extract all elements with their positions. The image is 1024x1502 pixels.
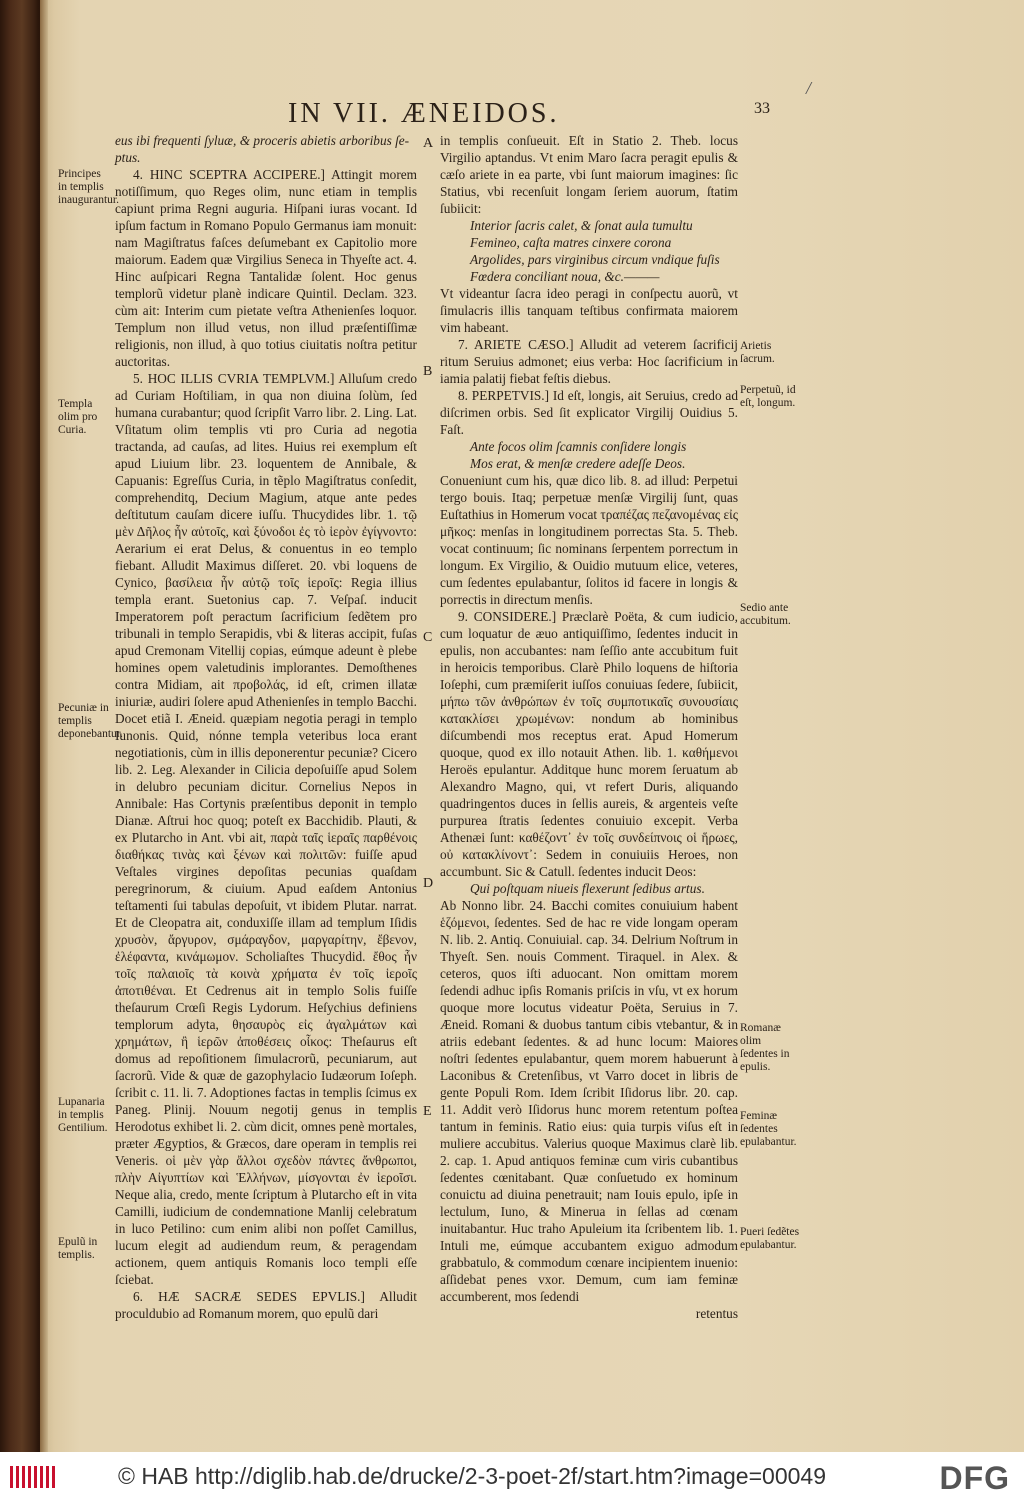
margin-note: Feminæ ſedentes epulabantur. (740, 1110, 797, 1148)
paragraph: Vt videantur ſacra ideo peragi in conſpectu auorũ, vt ſimulacris illis tanquam teſtibus confirmata maiorem vim habeant. (440, 286, 738, 335)
left-column (115, 132, 417, 1322)
paragraph: 8. PERPETVIS.] Id eſt, longis, ait Seruius, credo ad diſcrimen orbis. Sed ſit explicator Virgilij Ouidius 5. Faſt. (440, 388, 738, 437)
verse-line: Fœdera conciliant noua, &c.——— (470, 269, 660, 284)
margin-note: Romanæ olim ſedentes in epulis. (740, 1022, 790, 1073)
copyright-url[interactable]: © HAB http://diglib.hab.de/drucke/2-3-poet-2f/start.htm?image=00049 (118, 1463, 826, 1489)
folio-number: 33 (754, 100, 770, 117)
section-letter: A (423, 136, 434, 151)
margin-note: Epulũ in templis. (58, 1236, 98, 1261)
section-letter: C (423, 630, 433, 645)
paragraph: 9. CONSIDERE.] Præclarè Poëta, & cum iudicio, cum loquatur de æuo antiquiſſimo, ſedentes inducit in epulis, non accubantes: nam ſeſſio ante accubitum fuit in heroicis temporibus. Clarè Philo loquens de hiſtoria Ioſephi, cum præmiſerit iuſſos conuiuas ſedere, ſubiicit, μήπω τῶν ἀνθρώπων ἐν τοῖς συμποτικαῖς συνουσίαις κατακλίσει χρωμένων: nondum ab hominibus diſcumbendi mos receptus erat. Apud Homerum quoque, quod ex illo notauit Athen. lib. 1. καθήμενοι Heroës epulantur. Additque hunc morem ſeruatum ab Alexandro Magno, qui, vt refert Duris, aliquando quadringentos duces in ſellis aureis, & argenteis veſte purpurea ſtratis ſedentes conuiuio excepit. Verba Athenæi ſunt: καθέζοντ᾽ ἐν τοῖς συνδείπνοις οἱ ἥρωες, οὐ κατακλίνοντ᾽: Sedem in conuiuiis Heroes, non accumbunt. Sic & Catull. ſedentes inducit Deos: (440, 609, 738, 879)
margin-note: Sedio ante accubitum. (740, 602, 791, 627)
paragraph: 7. ARIETE CÆSO.] Alludit ad veterem ſacrificij ritum Seruius admonet; eius verba: Hoc ſacrificium in iamia palatij fiebat feſtis diebus. (440, 337, 738, 386)
text-line: ptus. (115, 150, 141, 165)
section-letter: B (423, 364, 433, 379)
running-head: IN VII. ÆNEIDOS. (288, 98, 560, 129)
verse-line: Femineo, caſta matres cinxere corona (470, 235, 672, 250)
paragraph: 5. HOC ILLIS CVRIA TEMPLVM.] Alluſum credo ad Curiam Hoſtiliam, in qua non diuina ſolùm, ſed humana curabantur; quod ſcripſit Varro libr. 2. Ling. Lat. Vſitatum olim templis vti pro Curia ad negotia tractanda, ad cauſas, ad lites. Huius rei exemplum eſt apud Liuium libr. 23. loquentem de Annibale, & Capuanis: Egreſſus Curia, in tẽplo Magiſtratus conſedit, comprehenditq, Decium Magium, atque ante pedes deſtitutum cauſam dicere iuſſu. Thucydides libr. 1. τῷ μὲν Δῆλος ἦν αὐτοῖς, καὶ ξύνοδοι ἐς τὸ ἱερὸν ἐγίγνοντο: Aerarium ei erat Delus, & conuentus in eo templo fiebant. Alludit Maximus diſſeret. 20. vbi loquens de Cynico, βασίλεια ἦν αὐτῷ τοῖς ἱεροῖς: Regia illius templa erant. Suetonius cap. 7. Veſpaſ. inducit Imperatorem poſt peractum ſacrificium ſedẽtem pro tribunali in templo Serapidis, vbi & literas accipit, fuſas apud Cremonam Vitellij copias, eúmque adeunt è plebe homines opem valetudinis implorantes. Demoſthenes contra Midiam, ait προβολάς, id eſt, crimen illatæ iniuriæ, audiri ſolere apud Athenienſes in templo Bacchi. Docet etiã I. Æneid. quæpiam negotia peragi in templo Iunonis. Quid, nónne templa veteribus loca erant negotiationis, cùm in illis deponerentur pecuniæ? Cicero lib. 2. Leg. Alexander in Cilicia depoſuiſſe apud Solem in delubro pecuniam dicitur. Cornelius Nepos in Annibale: Has Cortynis præſentibus deponit in templo Dianæ. Aſtrui hoc quoq; poteſt ex Bacchidib. Plauti, & ex Plutarcho in Ant. vbi ait, παρὰ ταῖς ἱεραῖς παρθένοις διαθήκας τινὰς καὶ ξένων καὶ πολιτῶν: fuiſſe apud Veſtales virgines depoſitas pecunias quaſdam peregrinorum, & ciuium. Apud eaſdem Antonius teſtamenti ſui tabulas depoſuit, vt ibidem Plutar. narrat. Et de Cleopatra ait, conduxiſſe illam ad templum Iſidis χρυσὸν, ἄργυρον, σμάραγδον, μαργαρίτην, ἔβενον, ἐλέφαντα, κινάμωμον. Scholiaſtes Thucydid. ἔθος ἦν τοῖς παλαιοῖς τὰ κοινὰ χρήματα ἐν τοῖς ἱεροῖς ἀποτιθέναι. Et Cedrenus ait in templo Solis fuiſſe theſaurum Crœſi Regis Lydorum. Heſychius definiens templorum adyta, θησαυρὸς εἰς ἀγαλμάτων καὶ χρημάτων, ἢ ἱερῶν ἀποθέσεις οἶκος: Theſaurus eſt domus ad repoſitionem ſimulacrorũ, pecuniarum, aut ſacrorũ. Vide & quæ de gazophylacio Iudæorum Ioſeph. ſcribit c. 11. li. 7. Adoptiones factas in templis ſcimus ex Paneg. Plinij. Nouum negotij genus in templis Herodotus exhibet li. 2. cùm dicit, omnes penè mortales, præter Ægyptios, & Græcos, dare operam in templis rei Veneris. οἱ μὲν γὰρ ἄλλοι σχεδὸν πάντες ἄνθρωποι, πλὴν Αἰγυπτίων καὶ Ἑλλήνων, μίσγονται ἐν ἱεροῖσι. Neque alia, credo, mente ſcriptum à Plutarcho eſt in vita Camilli, iudicium de condemnatione Manlij celebratum in luco Petilino: cum enim alibi non poſſet Camillus, lucum elegit ad audiendum reum, & peragendam actionem, quem antiquis Romanis loco templi eſſe ſciebat. (115, 371, 417, 1287)
page-gutter (40, 0, 48, 1452)
margin-note: Lupanaria in templis Gentilium. (58, 1096, 108, 1134)
right-column (440, 132, 738, 1322)
paragraph: Ab Nonno libr. 24. Bacchi comites conuiuium habent ἑζόμενοι, ſedentes. Sed de hac re vide longam operam N. lib. 2. Antiq. Conuiuial. cap. 34. Delrium Noſtrum in Thyeſt. Sen. nouis Comment. Tiraquel. in Alex. & ceteros, quos iſti aduocant. Non omittam morem ſedendi adhuc ipſis Romanis priſcis in vſu, vt ex horum quoque more locutus videatur Poëta, Seruius in 7. Æneid. Romani & duobus tantum cibis vtebantur, & in atriis edebant ſedentes. & ad hunc locum: Maiores noſtri ſedentes epulabantur, quem morem habuerunt à Laconibus & Cretenſibus, vt Varro docet in libris de gente Populi Rom. Idem ſcribit Iſidorus libr. 20. cap. 11. Addit verò Iſidorus hunc morem retentum poſtea tantum in feminis. Ratio eius: quia turpis viſus eſt in muliere accubitus. Valerius quoque Maximus clarè lib. 2. cap. 1. Apud antiquos feminæ cum viris cubantibus ſedentes cœnitabant. Quæ conſuetudo ex hominum conuictu ad diuina penetrauit; nam Iouis epulo, ipſe in lectulum, Iuno, & Minerua in ſellas ad cœnam inuitabantur. Huc traho Apuleium ita ſcribentem lib. 1. Intuli me, eúmque accubantem exiguo admodum grabbatulo, & commodum cœnare incipientem inuenio: aſſidebat penes vxor. Demum, cum iam feminæ accumberent, mos ſedendi (440, 898, 738, 1304)
dfg-logo: DFG (939, 1460, 1010, 1496)
margin-note: Perpetuũ, id eſt, longum. (740, 384, 796, 409)
verse-line: Interior ſacris calet, & ſonat aula tumultu (470, 218, 693, 233)
margin-note: Arietis ſacrum. (740, 340, 775, 365)
text-line: eus ibi frequenti ſyluæ, & proceris abietis arboribus ſe- (115, 133, 410, 148)
verse-line: Argolides, pars virginibus circum vndique fuſis (470, 252, 720, 267)
margin-note: Templa olim pro Curia. (58, 398, 98, 436)
viewer-footer (0, 1452, 1024, 1502)
hab-logo-icon (8, 1462, 98, 1492)
verse-line: Ante focos olim ſcamnis conſidere longis (470, 439, 687, 454)
paragraph: in templis conſueuit. Eſt in Statio 2. Theb. locus Virgilio aptandus. Vt enim Maro ſacra peragit epulis & cæſo ariete in ea parte, vbi ſunt maiorum imagines: ſic Statius, vbi recenſuit longam ſeriem auorum, ſtatim ſubiicit: (440, 133, 738, 216)
catchword: retentus (695, 1306, 738, 1321)
verse-line: Qui poſtquam niueis flexerunt ſedibus artus. (470, 881, 705, 896)
paragraph: 6. HÆ SACRÆ SEDES EPVLIS.] Alludit proculdubio ad Romanum morem, quo epulũ dari (115, 1289, 417, 1321)
paragraph: Conueniunt cum his, quæ dico lib. 8. ad illud: Perpetui tergo bouis. Itaq; perpetuæ menſæ Virgilij ſunt, quas Euſtathius in Homerum vocat τραπέζας πεζανομένας εἰς μῆκος: menſas in longitudinem porrectas Sta. 5. Theb. vocat continuum; ſic nominans ſerpentem porrectum in longum. Ex Virgilio, & Ouidio mutuum elice, veteres, cum ſedentes epulabantur, ſolitos id facere in longis & porrectis in directum menſis. (440, 473, 738, 607)
margin-note: Pueri ſedẽtes epulabantur. (740, 1226, 800, 1251)
margin-note: Principes in templis inaugurantur. (58, 168, 119, 206)
verse-line: Mos erat, & menſæ credere adeſſe Deos. (470, 456, 686, 471)
margin-note: Pecuniæ in templis deponebantur. (58, 702, 123, 740)
paragraph: 4. HINC SCEPTRA ACCIPERE.] Attingit morem notiſſimum, quo Reges olim, nunc etiam in templis capiunt prima Regni auguria. Hiſpani iuras vocant. Id ipſum factum in Romano Populo Germanus iam monuit: nam Magiſtratus faſces deſumebant ex Capitolio more maiorum. Eadem quæ Virgilius Seneca in Thyeſte act. 4. Hinc auſpicari Regna Tantalidæ ſolent. Hoc genus templorũ videtur planè indicare Quintil. Declam. 323. cùm ait: Interim cum pietate veſtra Athenienſes loquor. Templum non illud vetus, non illud præſentiſſimæ religionis, non illud, à quo totius ciuitatis noſtra petitur auctoritas. (115, 167, 417, 369)
section-letter: D (423, 876, 434, 891)
corner-mark: / (806, 78, 812, 98)
section-letter: E (423, 1104, 432, 1119)
